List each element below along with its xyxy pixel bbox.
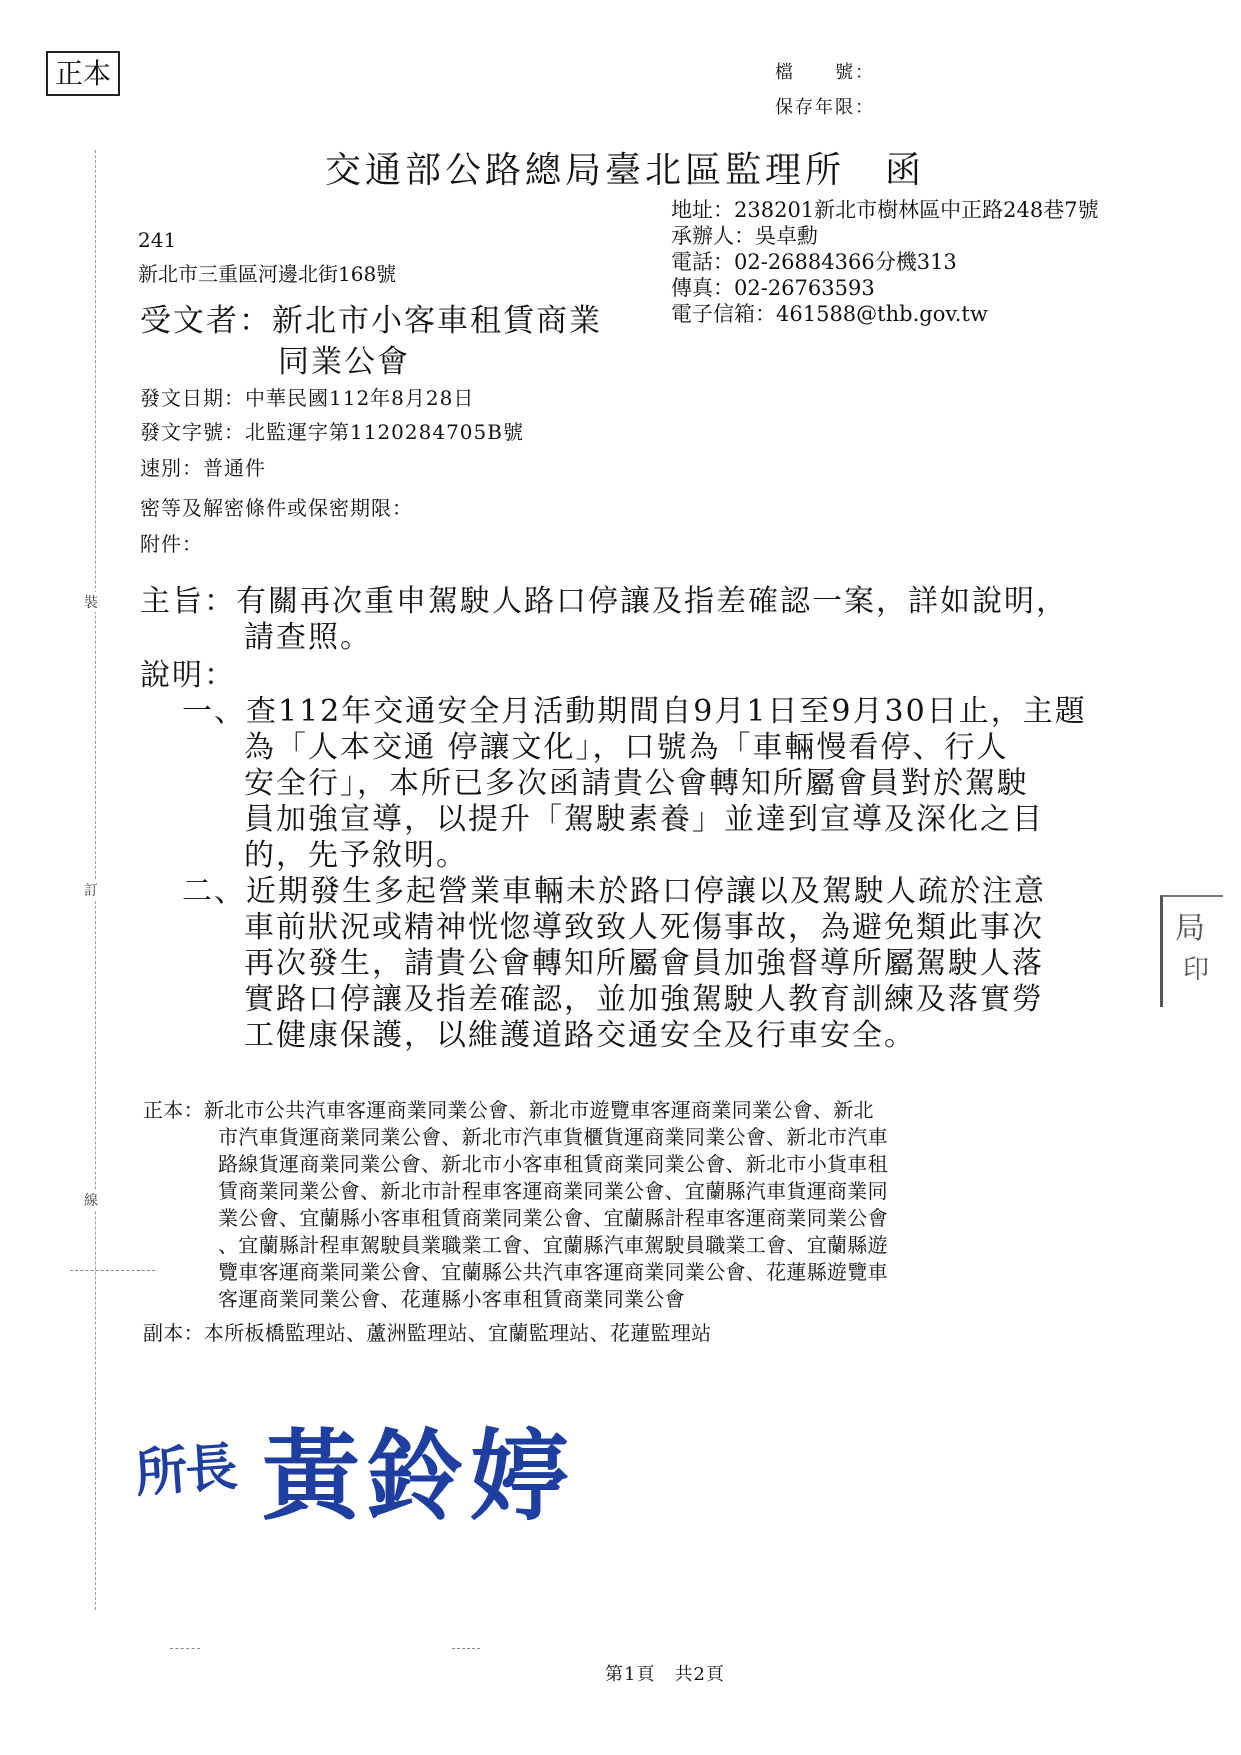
binding-mark-ding: 訂 — [84, 880, 98, 900]
phone: 電話：02-26884366分機313 — [671, 250, 957, 274]
signature-name: 黃鈴婷 — [262, 1419, 575, 1534]
cc-line: 副本：本所板橋監理站、蘆洲監理站、宜蘭監理站、花蓮監理站 — [143, 1321, 712, 1345]
original-copy-mark: 正本 — [46, 51, 120, 96]
item2-line: 再次發生，請貴公會轉知所屬會員加強督導所屬駕駛人落 — [244, 946, 1044, 981]
distribution-line: 路線貨運商業同業公會、新北市小客車租賃商業同業公會、新北市小貨車租 — [218, 1152, 888, 1176]
explanation-label: 說明： — [140, 658, 236, 693]
binding-mark-xian: 線 — [84, 1190, 98, 1210]
recipient-zip: 241 — [138, 228, 177, 252]
subject-line2: 請查照。 — [244, 620, 372, 655]
issue-number: 發文字號：北監運字第1120284705B號 — [140, 420, 524, 444]
speed-class: 速別：普通件 — [140, 456, 266, 480]
email: 電子信箱：461588@thb.gov.tw — [671, 302, 988, 326]
issue-date: 發文日期：中華民國112年8月28日 — [140, 386, 475, 410]
item1-line: 安全行」，本所已多次函請貴公會轉知所屬會員對於駕駛 — [244, 766, 1029, 801]
scan-artifact — [452, 1648, 480, 1649]
signature-title: 所長 — [133, 1436, 238, 1505]
document-title: 交通部公路總局臺北區監理所 函 — [325, 150, 926, 191]
item1-line: 的，先予敘明。 — [244, 838, 468, 873]
distribution-line: 、宜蘭縣計程車駕駛員業職業工會、宜蘭縣汽車駕駛員職業工會、宜蘭縣遊 — [218, 1233, 888, 1257]
page-footer: 第1頁 共2頁 — [605, 1664, 725, 1685]
distribution-line: 客運商業同業公會、花蓮縣小客車租賃商業同業公會 — [218, 1287, 685, 1311]
secrecy-level: 密等及解密條件或保密期限： — [140, 496, 413, 520]
attachment: 附件： — [140, 532, 203, 556]
distribution-line: 覽車客運商業同業公會、宜蘭縣公共汽車客運商業同業公會、花蓮縣遊覽車 — [218, 1260, 888, 1284]
distribution-line: 賃商業同業公會、新北市計程車客運商業同業公會、宜蘭縣汽車貨運商業同 — [218, 1179, 888, 1203]
item2-line: 實路口停讓及指差確認，並加強駕駛人教育訓練及落實勞 — [244, 982, 1044, 1017]
item1-line: 一、查112年交通安全月活動期間自9月1日至9月30日止，主題 — [182, 694, 1087, 729]
recipient-line2: 同業公會 — [278, 344, 410, 380]
distribution-line: 正本：新北市公共汽車客運商業同業公會、新北市遊覽車客運商業同業公會、新北 — [143, 1098, 874, 1122]
scan-artifact — [170, 1648, 200, 1649]
item2-line: 車前狀況或精神恍惚導致致人死傷事故，為避免類此事次 — [244, 910, 1044, 945]
subject-line1: 主旨：有關再次重申駕駛人路口停讓及指差確認一案，詳如說明， — [140, 584, 1068, 619]
item1-line: 為「人本交通 停讓文化」，口號為「車輛慢看停、行人 — [244, 730, 1009, 765]
handler: 承辦人：吳卓勳 — [671, 224, 818, 248]
distribution-line: 業公會、宜蘭縣小客車租賃商業同業公會、宜蘭縣計程車客運商業同業公會 — [218, 1206, 888, 1230]
distribution-line: 市汽車貨運商業同業公會、新北市汽車貨櫃貨運商業同業公會、新北市汽車 — [218, 1125, 888, 1149]
item2-line: 二、近期發生多起營業車輛未於路口停讓以及駕駛人疏於注意 — [182, 874, 1046, 909]
item2-line: 工健康保護，以維護道路交通安全及行車安全。 — [244, 1018, 916, 1053]
recipient-address: 新北市三重區河邊北街168號 — [138, 262, 397, 286]
item1-line: 員加強宣導，以提升「駕駛素養」並達到宣導及深化之目 — [244, 802, 1044, 837]
partial-seal: 局 印 — [1160, 895, 1223, 1007]
scan-artifact — [70, 1270, 155, 1271]
file-number-label: 檔 號： — [775, 62, 875, 83]
recipient-line1: 受文者：新北市小客車租賃商業 — [140, 303, 602, 339]
sender-address: 地址：238201新北市樹林區中正路248巷7號 — [671, 198, 1099, 222]
fax: 傳真：02-26763593 — [671, 276, 875, 300]
binding-mark-zhuang: 裝 — [84, 592, 98, 612]
retention-period-label: 保存年限： — [775, 97, 875, 118]
